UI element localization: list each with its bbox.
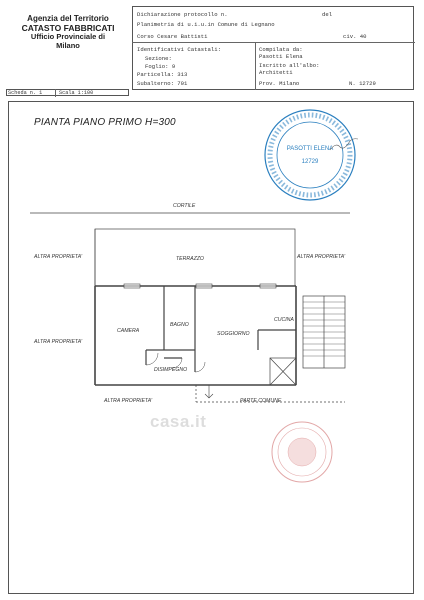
registration-number: N. 12729: [349, 80, 376, 87]
stamp-number: 12729: [301, 159, 319, 165]
agency-city: Milano: [56, 41, 80, 51]
scale-text: Scala 1:100: [59, 90, 94, 96]
label-terrazzo: TERRAZZO: [176, 256, 204, 262]
subalterno-field: Subalterno: 701: [137, 80, 188, 87]
label-altra-proprieta-3: ALTRA PROPRIETA': [34, 339, 83, 345]
foglio-field: Foglio: 9: [145, 63, 176, 70]
label-cucina: CUCINA: [274, 317, 294, 323]
planimetry-text: Planimetria di u.i.u.in Comune di Legnano: [137, 21, 275, 28]
red-seal: [272, 422, 332, 482]
identifiers-title: Identificativi Catastali:: [137, 46, 221, 53]
label-soggiorno: SOGGIORNO: [217, 331, 250, 337]
label-altra-proprieta-2: ALTRA PROPRIETA': [297, 254, 346, 260]
compiled-name: Pasotti Elena: [259, 53, 303, 60]
stamp-name: PASOTTI ELENA: [286, 146, 334, 152]
scheda-number: Scheda n. 1: [8, 90, 43, 96]
address-text: Corso Cesare Battisti: [137, 33, 208, 40]
label-parte-comune: PARTE COMUNE: [240, 398, 282, 404]
label-altra-proprieta-4: ALTRA PROPRIETA': [104, 398, 153, 404]
label-cortile: CORTILE: [173, 203, 196, 209]
civ-text: civ. 40: [343, 33, 367, 40]
protocol-label: Dichiarazione protocollo n.: [137, 11, 228, 18]
agency-office: Ufficio Provinciale di: [30, 32, 106, 42]
protocol-del: del: [322, 11, 333, 18]
label-bagno: BAGNO: [170, 322, 189, 328]
agency-catasto: CATASTO FABBRICATI: [21, 23, 115, 34]
particella-field: Particella: 313: [137, 71, 188, 78]
label-disimpegno: DISIMPEGNO: [154, 367, 188, 373]
entrance-arrow: [205, 385, 213, 398]
watermark-logo: casa.it: [150, 412, 207, 431]
sezione-field: Sezione:: [145, 55, 172, 62]
label-altra-proprieta-1: ALTRA PROPRIETA': [34, 254, 83, 260]
architect-stamp: [265, 110, 358, 200]
province-field: Prov. Milano: [259, 80, 300, 87]
plan-title: PIANTA PIANO PRIMO H=300: [34, 117, 176, 128]
compiled-label: Compilata da:: [259, 46, 303, 53]
iscritto-value: Architetti: [259, 69, 293, 76]
iscritto-label: Iscritto all'albo:: [259, 62, 320, 69]
agency-name: Agenzia del Territorio: [27, 14, 109, 23]
label-camera: CAMERA: [117, 328, 140, 334]
